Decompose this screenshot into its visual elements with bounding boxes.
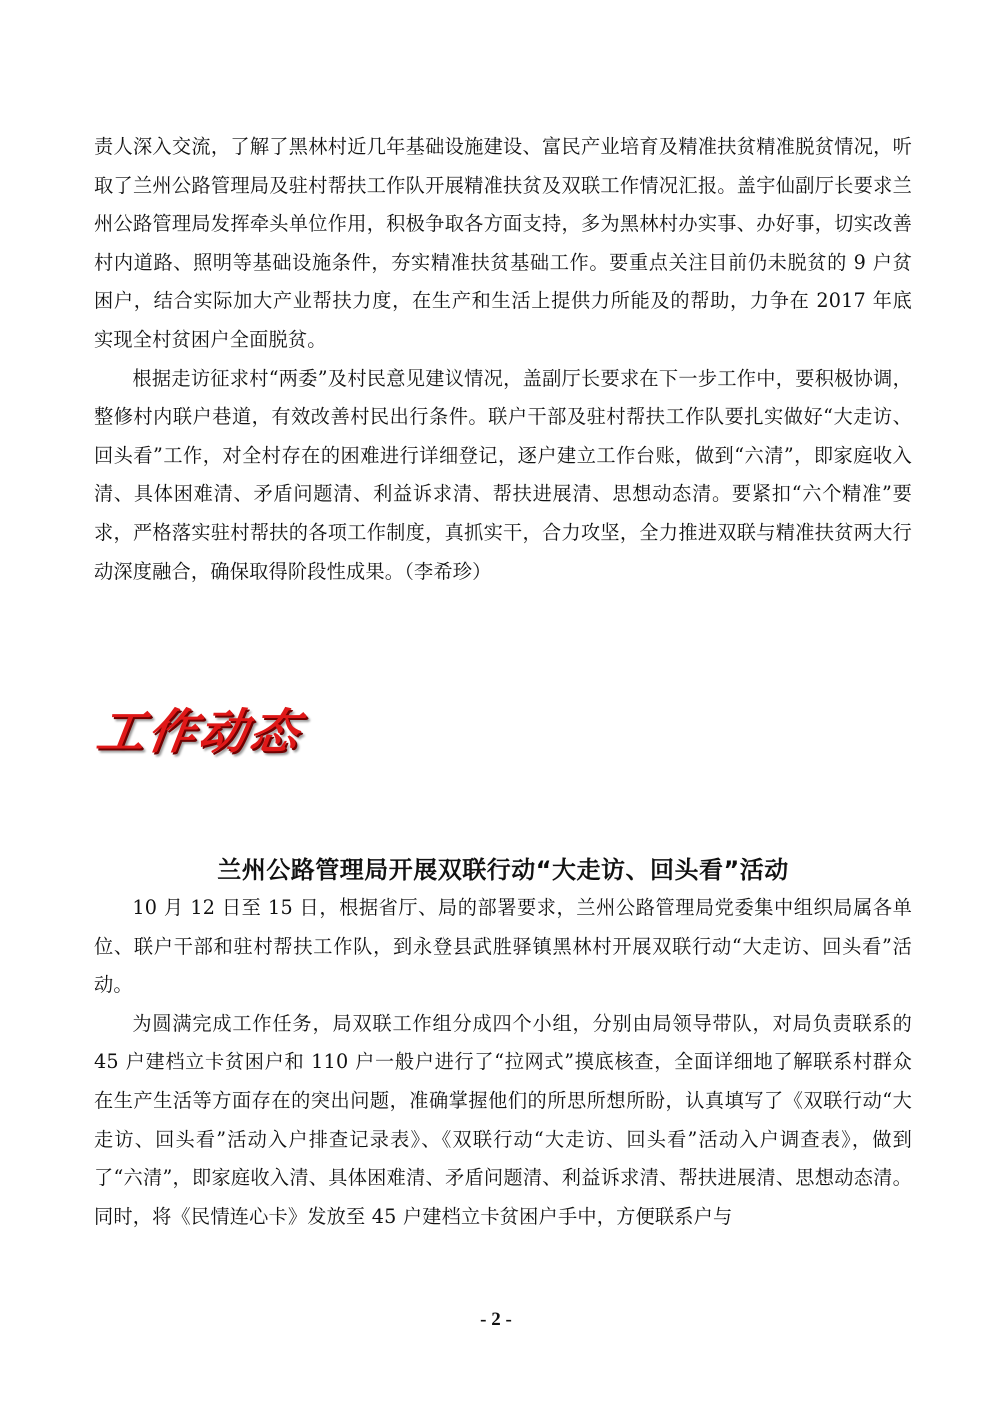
article-1-paragraph-2: 根据走访征求村“两委”及村民意见建议情况，盖副厅长要求在下一步工作中，要积极协调，整修村内联户巷道，有效改善村民出行条件。联户干部及驻村帮扶工作队要扎实做好“大走访、回头看”工作，对全村存在的困难进行详细登记，逐户建立工作台账，做到“六清”，即家庭收入清、具体困难清、矛盾问题清、利益诉求清、帮扶进展清、思想动态清。要紧扣“六个精准”要求，严格落实驻村帮扶的各项工作制度，真抓实干，合力攻坚，全力推进双联与精准扶贫两大行动深度融合，确保取得阶段性成果。（李希珍） [94, 366, 912, 583]
article-1-body [94, 128, 912, 591]
article-2-body [94, 853, 912, 1236]
page-number: - 2 - [480, 1309, 512, 1330]
section-heading-work-news: 工作动态 [93, 704, 305, 760]
article-1-paragraph-1: 责人深入交流，了解了黑林村近几年基础设施建设、富民产业培育及精准扶贫精准脱贫情况，听取了兰州公路管理局及驻村帮扶工作队开展精准扶贫及双联工作情况汇报。盖宇仙副厅长要求兰州公路管理局发挥牵头单位作用，积极争取各方面支持，多为黑林村办实事、办好事，切实改善村内道路、照明等基础设施条件，夯实精准扶贫基础工作。要重点关注目前仍未脱贫的 9 户贫困户，结合实际加大产业帮扶力度，在生产和生活上提供力所能及的帮助，力争在 2017 年底实现全村贫困户全面脱贫。 [94, 135, 912, 351]
article-2-paragraph-1: 10 月 12 日至 15 日，根据省厅、局的部署要求，兰州公路管理局党委集中组织局属各单位、联户干部和驻村帮扶工作队，到永登县武胜驿镇黑林村开展双联行动“大走访、回头看”活动。 [94, 896, 912, 997]
article-2-title: 兰州公路管理局开展双联行动“大走访、回头看”活动 [217, 856, 789, 884]
article-2-paragraph-2: 为圆满完成工作任务，局双联工作组分成四个小组，分别由局领导带队，对局负责联系的 45 户建档立卡贫困户和 110 户一般户进行了“拉网式”摸底核查，全面详细地了解联系村群众在生产生活等方面存在的突出问题，准确掌握他们的所思所想所盼，认真填写了《双联行动“大走访、回头看”活动入户排查记录表》、《双联行动“大走访、回头看”活动入户调查表》，做到了“六清”，即家庭收入清、具体困难清、矛盾问题清、利益诉求清、帮扶进展清、思想动态清。同时，将《民情连心卡》发放至 45 户建档立卡贫困户手中，方便联系户与 [94, 1011, 912, 1228]
